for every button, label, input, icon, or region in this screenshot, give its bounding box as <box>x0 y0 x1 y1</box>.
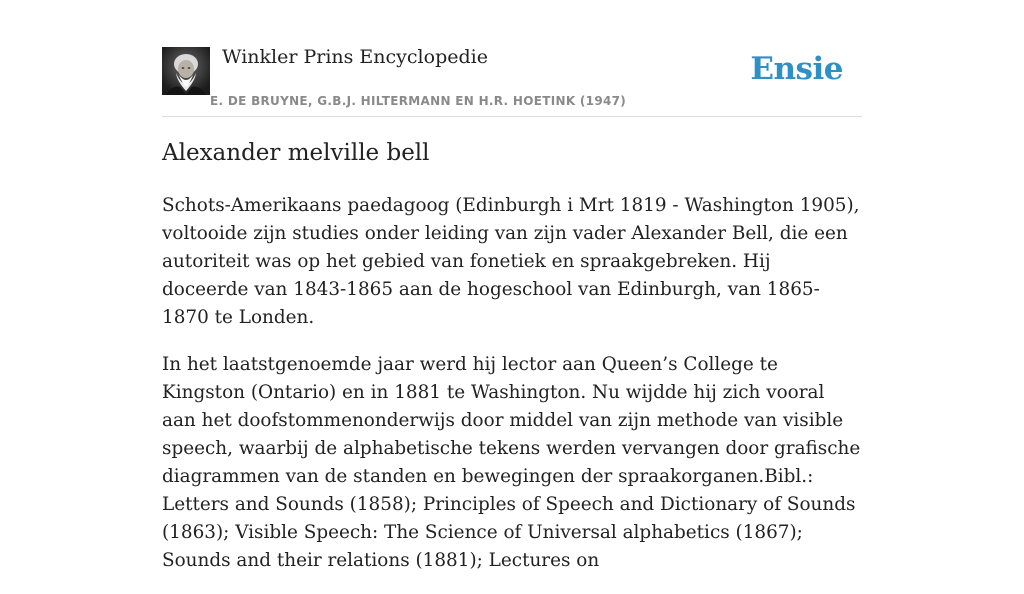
publication-authors: E. DE BRUYNE, G.B.J. HILTERMANN EN H.R. HOETINK (1947) <box>210 94 627 108</box>
article-paragraph: In het laatstgenoemde jaar werd hij lector aan Queen’s College te Kingston (Ontario) en in 1881 te Washington. Nu wijdde hij zich vooral aan het doofstommenonderwijs door middel van zijn methode van visible speech, waarbij de alphabetische tekens werden vervangen door grafische diagrammen van de standen en bewegingen der spraakorganen.Bibl.: Letters and Sounds (1858); Principles of Speech and Dictionary of Sounds (1863); Visible Speech: The Science of Universal alphabetics (1867); Sounds and their relations (1881); Lectures on <box>162 354 861 571</box>
brand-logo[interactable]: Ensie <box>750 51 843 87</box>
content-container <box>162 0 862 571</box>
article-paragraph: Schots-Amerikaans paedagoog (Edinburgh i Mrt 1819 - Washington 1905), voltooide zijn studies onder leiding van zijn vader Alexander Bell, die een autoriteit was op het gebied van fonetiek en spraakgebreken. Hij doceerde van 1843-1865 aan de hogeschool van Edinburgh, van 1865-1870 te Londen. <box>162 195 860 328</box>
article-title: Alexander melville bell <box>162 140 430 166</box>
author-portrait-icon[interactable] <box>162 47 210 95</box>
publication-title[interactable]: Winkler Prins Encyclopedie <box>222 46 488 68</box>
article-body <box>162 192 862 594</box>
site-header <box>162 0 862 117</box>
